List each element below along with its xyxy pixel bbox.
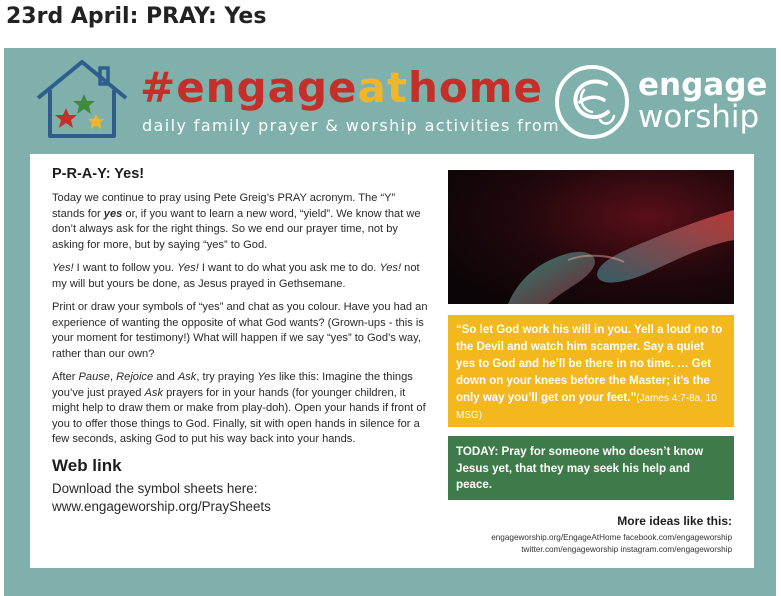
section-title: P-R-A-Y: Yes! — [52, 166, 145, 182]
house-logo-icon — [34, 56, 130, 142]
link-instagram[interactable]: instagram.com/engageworship — [620, 544, 732, 554]
brand-title: #engageathome — [140, 63, 543, 112]
main-text-column — [52, 166, 428, 516]
brand-subtitle: daily family prayer & worship activities from — [142, 116, 561, 135]
link-facebook[interactable]: facebook.com/engageworship — [623, 533, 732, 542]
logo-word-engage: engage — [638, 67, 768, 103]
intro-paragraph: Today we continue to pray using Pete Greig’s PRAY acronym. The “Y” stands for yes or, if you want to learn a new word, “yield”. We know that we don’t always ask for the right things. So we end our prayer time, not by asking for more, but by saying “yes” to God. — [52, 192, 421, 251]
web-link-url[interactable]: www.engageworship.org/PraySheets — [52, 498, 271, 514]
activity-paragraph: Print or draw your symbols of “yes” and chat as you colour. Have you had an experience of wanting the opposite of what God wants? (Grown-ups - this is your moment for testimony!) What will happen if we say “yes” to God’s way, rather than our own? — [52, 301, 428, 360]
prayer-instructions-paragraph: After Pause, Rejoice and Ask, try praying Yes like this: Imagine the things you’ve just prayed Ask prayers for in your hands (for younger children, it might help to draw them or make from play-doh). Open your hands if front of you to offer those things to God. Finally, sit with open hands in silence for a few seconds, asking God to put his way back into your hands. — [52, 371, 426, 445]
page-title: 23rd April: PRAY: Yes — [6, 4, 267, 29]
activity-card — [4, 48, 776, 596]
link-engage-at-home[interactable]: engageworship.org/EngageAtHome — [491, 533, 621, 542]
content-panel — [30, 154, 754, 568]
logo-word-worship: worship — [638, 99, 760, 135]
link-twitter[interactable]: twitter.com/engageworship — [521, 544, 619, 554]
more-ideas-links — [491, 532, 732, 555]
web-link-caption: Download the symbol sheets here: — [52, 480, 258, 496]
engage-worship-logo-icon — [554, 64, 630, 140]
scripture-quote-box: “So let God work his will in you. Yell a loud no to the Devil and watch him scamper. Say a quiet yes to God and he’ll be there in no time. … Get down on your knees before the Master; it’s the only way you’ll get on your feet.”(James 4:7-8a, 10 MSG) — [448, 315, 734, 427]
web-link-heading: Web link — [52, 455, 122, 475]
today-prayer-box: TODAY: Pray for someone who doesn’t know Jesus yet, that they may seek his help and peace. — [448, 436, 734, 500]
yes-paragraph: Yes! I want to follow you. Yes! I want to do what you ask me to do. Yes! not my will but yours be done, as Jesus prayed in Gethsemane. — [52, 262, 420, 290]
more-ideas-heading: More ideas like this: — [617, 514, 732, 528]
open-hands-photo — [448, 170, 734, 304]
